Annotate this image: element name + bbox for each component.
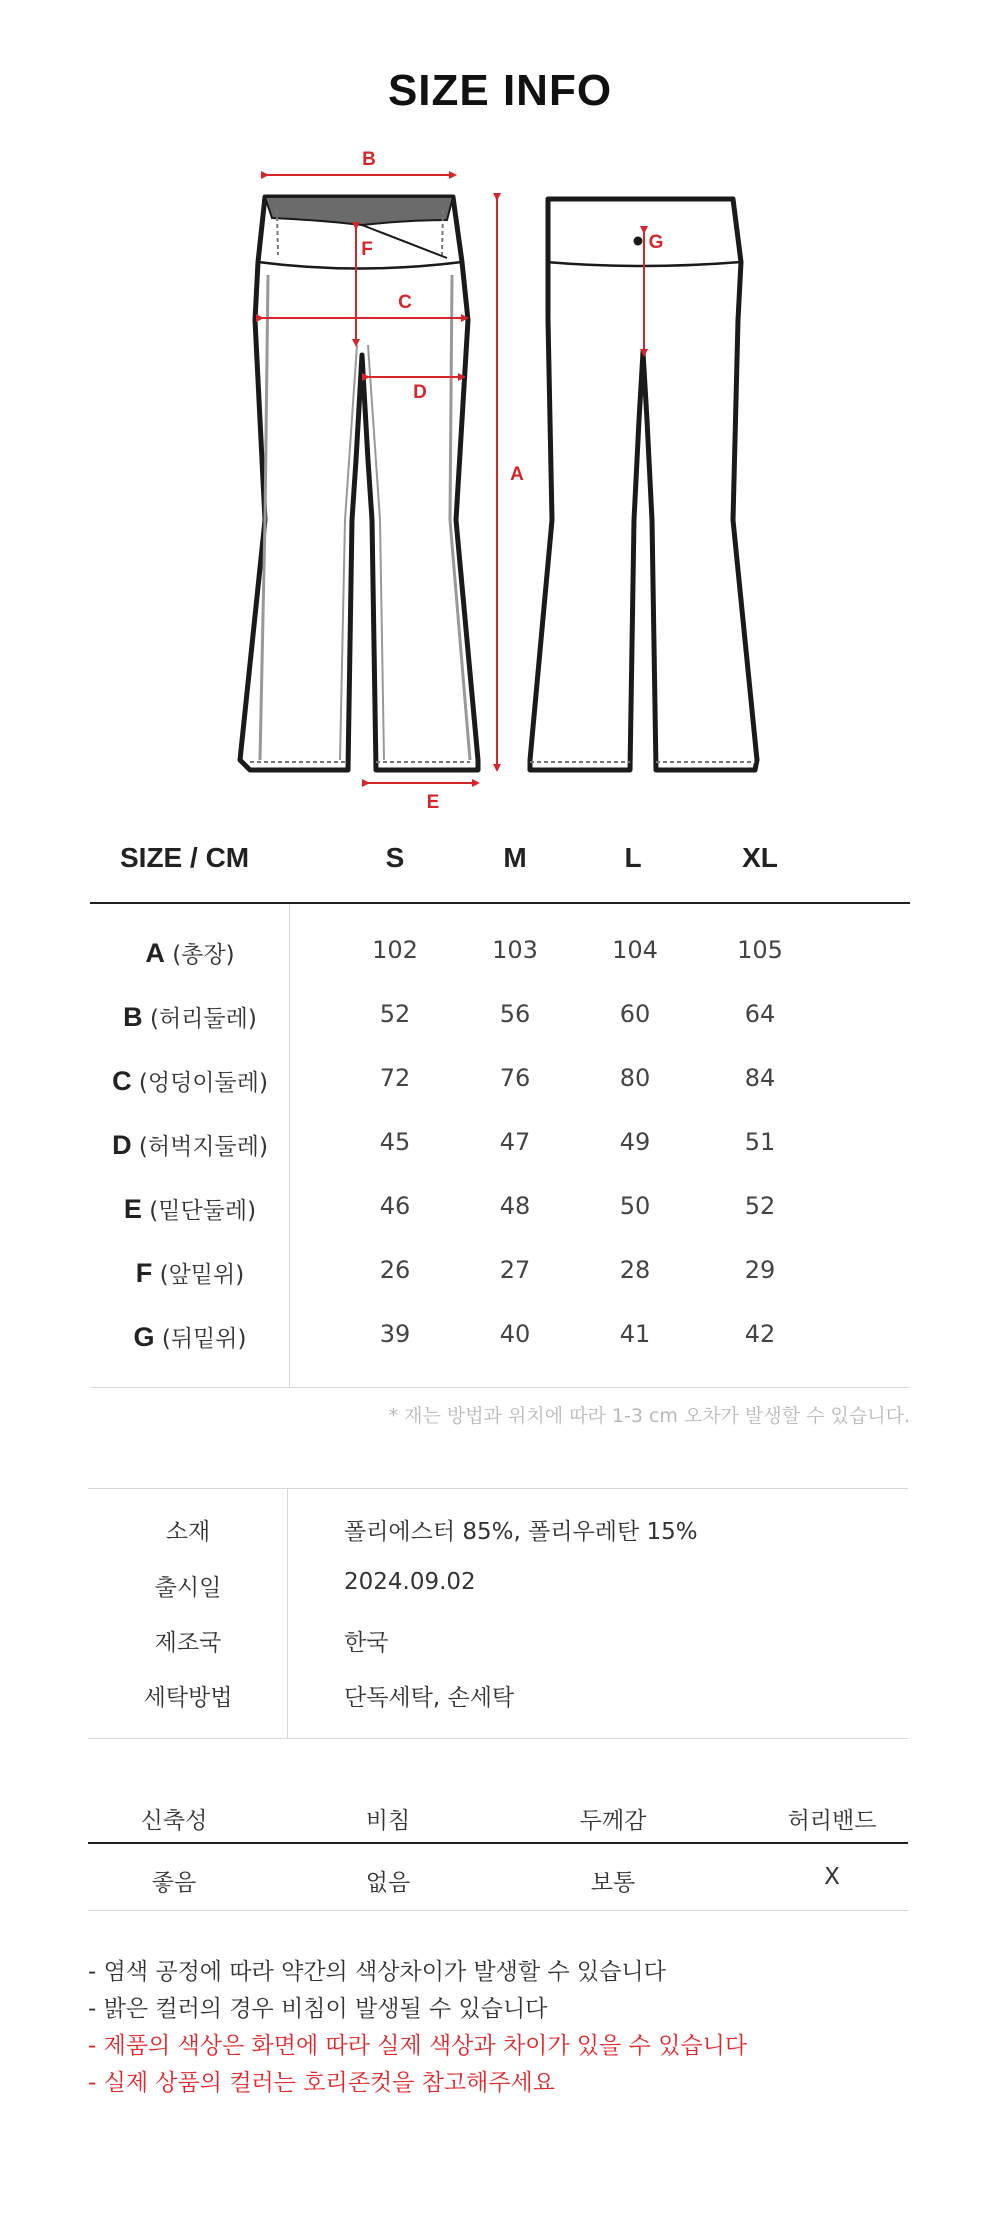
size-header-m: M: [503, 842, 527, 873]
size-row-c: [90, 1046, 910, 1110]
info-key: 세탁방법: [143, 1685, 233, 1711]
cell-xl: 29: [744, 1256, 776, 1284]
feature-table-values: [88, 1852, 908, 1902]
page-title: SIZE INFO: [387, 66, 613, 115]
measure-a: [497, 197, 524, 768]
info-value: 2024.09.02: [344, 1569, 476, 1595]
feature-table-bottom-rule: [88, 1910, 908, 1911]
label-f: F: [361, 239, 373, 260]
size-row-a: [90, 918, 910, 982]
label-d: D: [413, 382, 427, 403]
info-row-origin: [88, 1611, 908, 1667]
info-key: 제조국: [154, 1630, 222, 1656]
note-line: - 염색 공정에 따라 약간의 색상차이가 발생할 수 있습니다: [88, 1959, 666, 1985]
row-name: (엉덩이둘레): [138, 1070, 268, 1096]
feature-header-sheerness: 비침: [365, 1808, 411, 1834]
row-name: (총장): [172, 942, 235, 968]
size-header-label: SIZE / CM: [120, 842, 250, 873]
cell-s: 45: [379, 1128, 411, 1156]
label-b: B: [362, 149, 376, 170]
feature-value-sheerness: 없음: [365, 1870, 411, 1896]
info-row-release-date: [88, 1556, 908, 1612]
cell-s: 72: [379, 1064, 411, 1092]
row-code: A: [145, 938, 165, 968]
cell-m: 56: [499, 1000, 531, 1028]
row-code: E: [123, 1194, 142, 1224]
cell-m: 40: [499, 1320, 531, 1348]
info-value: 폴리에스터 85%, 폴리우레탄 15%: [344, 1519, 698, 1545]
cell-s: 26: [379, 1256, 411, 1284]
cell-s: 102: [372, 936, 418, 964]
size-header-xl: XL: [742, 842, 778, 873]
feature-header-stretch: 신축성: [140, 1808, 208, 1834]
info-table-top-rule: [88, 1488, 908, 1489]
info-row-material: [88, 1500, 908, 1556]
cell-l: 28: [619, 1256, 651, 1284]
cell-xl: 52: [744, 1192, 776, 1220]
cell-l: 50: [619, 1192, 651, 1220]
cell-m: 27: [499, 1256, 531, 1284]
cell-s: 46: [379, 1192, 411, 1220]
note-line-highlight: - 실제 상품의 컬러는 호리존컷을 참고해주세요: [88, 2070, 555, 2096]
label-c: C: [398, 292, 412, 313]
feature-header-waistband: 허리밴드: [787, 1808, 877, 1834]
row-name: (밑단둘레): [149, 1198, 257, 1224]
size-row-f: [90, 1238, 910, 1302]
cell-s: 39: [379, 1320, 411, 1348]
size-diagram: [0, 135, 1000, 825]
front-pants-drawing: [240, 197, 478, 770]
cell-l: 41: [619, 1320, 651, 1348]
cell-m: 47: [499, 1128, 531, 1156]
row-code: F: [135, 1258, 153, 1288]
info-table-bottom-rule: [88, 1738, 908, 1739]
feature-value-thickness: 보통: [590, 1870, 636, 1896]
feature-value-stretch: 좋음: [151, 1870, 197, 1896]
size-table-header: [90, 822, 910, 902]
row-name: (앞밑위): [159, 1262, 245, 1288]
cell-m: 103: [492, 936, 538, 964]
cell-s: 52: [379, 1000, 411, 1028]
cell-xl: 64: [744, 1000, 776, 1028]
size-row-b: [90, 982, 910, 1046]
cell-m: 76: [499, 1064, 531, 1092]
row-code: D: [112, 1130, 132, 1160]
cell-xl: 51: [744, 1128, 776, 1156]
row-name: (허벅지둘레): [138, 1134, 268, 1160]
row-name: (허리둘레): [149, 1006, 257, 1032]
info-row-washing: [88, 1666, 908, 1722]
care-notes: [88, 1954, 908, 2102]
size-table-bottom-rule: [90, 1387, 910, 1388]
info-key: 소재: [165, 1519, 211, 1545]
cell-xl: 84: [744, 1064, 776, 1092]
cell-l: 80: [619, 1064, 651, 1092]
note-line-highlight: - 제품의 색상은 화면에 따라 실제 색상과 차이가 있을 수 있습니다: [88, 2033, 748, 2059]
row-name: (뒤밑위): [161, 1326, 247, 1352]
cell-m: 48: [499, 1192, 531, 1220]
feature-value-waistband: X: [824, 1864, 840, 1890]
cell-xl: 105: [737, 936, 783, 964]
info-key: 출시일: [154, 1575, 222, 1601]
feature-table-rule: [88, 1842, 908, 1844]
row-code: G: [133, 1322, 155, 1352]
row-code: C: [112, 1066, 132, 1096]
size-header-l: L: [624, 842, 642, 873]
feature-table-header: [88, 1790, 908, 1840]
size-row-e: [90, 1174, 910, 1238]
feature-header-thickness: 두께감: [579, 1808, 647, 1834]
cell-xl: 42: [744, 1320, 776, 1348]
label-a: A: [510, 464, 524, 485]
size-row-g: [90, 1302, 910, 1366]
cell-l: 49: [619, 1128, 651, 1156]
info-value: 단독세탁, 손세탁: [344, 1685, 515, 1711]
info-value: 한국: [344, 1630, 389, 1656]
label-g: G: [648, 232, 664, 253]
size-table-rule: [90, 902, 910, 904]
cell-l: 104: [612, 936, 658, 964]
cell-l: 60: [619, 1000, 651, 1028]
note-line: - 밝은 컬러의 경우 비침이 발생될 수 있습니다: [88, 1996, 548, 2022]
measure-e: [366, 783, 476, 813]
size-header-s: S: [385, 842, 405, 873]
measurement-note: * 재는 방법과 위치에 따라 1-3 cm 오차가 발생할 수 있습니다.: [388, 1405, 910, 1427]
size-row-d: [90, 1110, 910, 1174]
measure-b: [265, 149, 453, 175]
row-code: B: [123, 1002, 143, 1032]
label-e: E: [426, 792, 440, 813]
